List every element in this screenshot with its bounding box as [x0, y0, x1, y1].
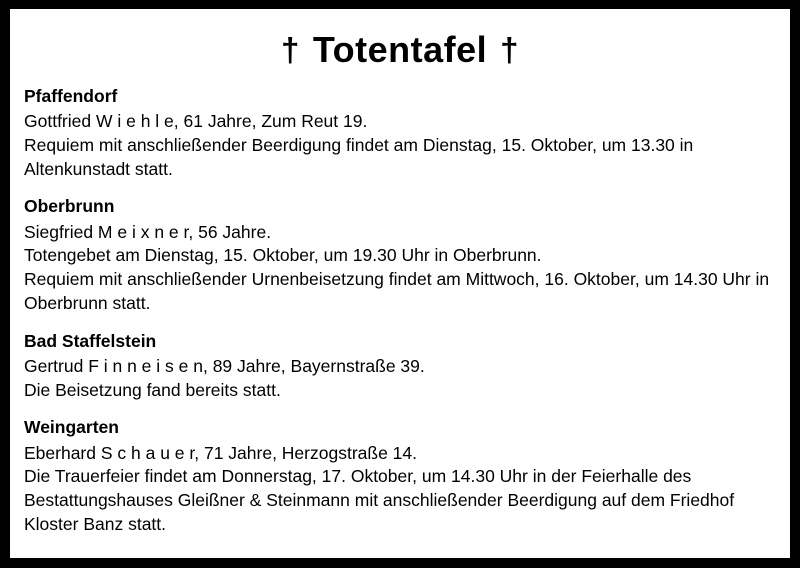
entry-line: Gottfried W i e h l e, 61 Jahre, Zum Reut 19. — [24, 111, 368, 132]
entry-line: Requiem mit anschließender Beerdigung findet am Dienstag, 15. Oktober, um 13.30 in Altenkunstadt statt. — [24, 134, 694, 179]
entry-place: Weingarten — [24, 417, 119, 438]
obituary-entry — [24, 330, 776, 403]
page-title-text: Totentafel — [312, 29, 488, 70]
entry-line: Siegfried M e i x n e r, 56 Jahre. — [24, 221, 272, 242]
cross-right-icon: † — [500, 31, 520, 68]
obituary-sheet — [10, 9, 790, 558]
page-title — [24, 29, 776, 71]
entry-line: Die Trauerfeier findet am Donnerstag, 17. Oktober, um 14.30 Uhr in der Feierhalle des Bestattungshauses Gleißner & Steinmann mit anschließender Beerdigung auf dem Friedhof Kloster Banz statt. — [24, 466, 735, 534]
entry-line: Totengebet am Dienstag, 15. Oktober, um 19.30 Uhr in Oberbrunn. — [24, 245, 542, 266]
entry-place: Pfaffendorf — [24, 86, 118, 106]
entry-line: Die Beisetzung fand bereits statt. — [24, 379, 281, 400]
entry-line: Requiem mit anschließender Urnenbeisetzung findet am Mittwoch, 16. Oktober, um 14.30 Uhr in Oberbrunn statt. — [24, 269, 770, 313]
cross-left-icon: † — [280, 31, 300, 68]
obituary-entry — [24, 195, 776, 315]
entry-line: Gertrud F i n n e i s e n, 89 Jahre, Bayernstraße 39. — [24, 355, 425, 376]
obituary-entry — [24, 85, 776, 181]
entry-place: Bad Staffelstein — [24, 330, 157, 351]
entry-place: Oberbrunn — [24, 196, 115, 217]
entry-line: Eberhard S c h a u e r, 71 Jahre, Herzogstraße 14. — [24, 442, 417, 463]
obituary-entry — [24, 416, 776, 536]
